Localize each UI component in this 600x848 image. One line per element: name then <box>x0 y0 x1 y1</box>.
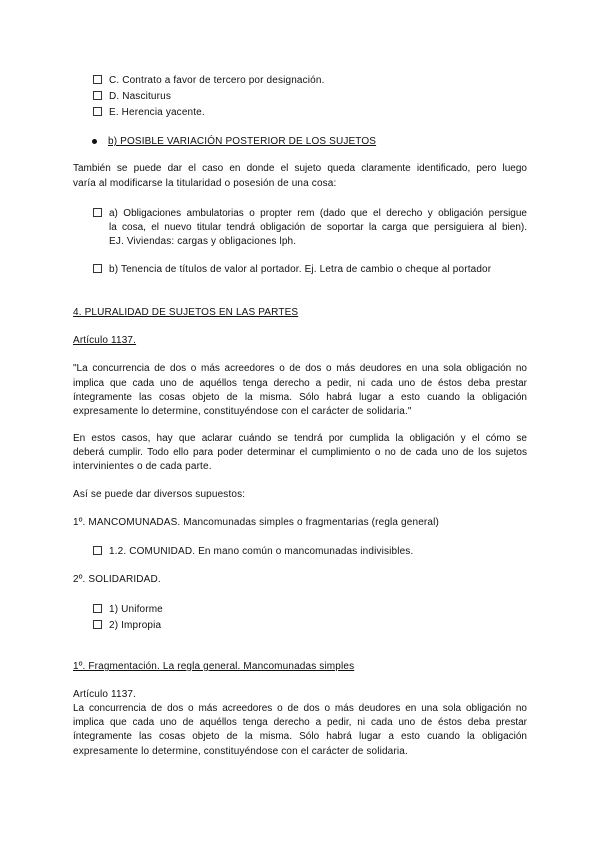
articulo2-heading: Artículo 1137. <box>73 689 137 700</box>
para-variacion-line-1: También se puede dar el caso en donde el sujeto queda claramente identificado, pero luego <box>73 163 527 174</box>
checkbox-c[interactable] <box>93 75 102 84</box>
item-a-line-3: EJ. Viviendas: cargas y obligaciones lph. <box>109 236 297 247</box>
item-a-line-1: a) Obligaciones ambulatorias o propter rem (dado que el derecho y obligación persigue <box>109 208 527 219</box>
variacion-heading: b) POSIBLE VARIACIÓN POSTERIOR DE LOS SUJETOS <box>108 136 377 147</box>
bullet-icon <box>92 139 97 144</box>
para-casos-line-3: intervinientes o de cada parte. <box>73 461 212 472</box>
fragmentacion-heading: 1º. Fragmentación. La regla general. Mancomunadas simples <box>73 661 355 672</box>
checklist-item-e: E. Herencia yacente. <box>109 107 205 118</box>
checkbox-item-a[interactable] <box>93 208 102 217</box>
final-line-4: expresamente lo determine, constituyéndose con el carácter de solidaria. <box>73 746 408 757</box>
checkbox-comunidad[interactable] <box>93 546 102 555</box>
para-casos-line-1: En estos casos, hay que aclarar cuándo se tendrá por cumplida la obligación y el cómo se <box>73 433 527 444</box>
final-line-1: La concurrencia de dos o más acreedores o de dos o más deudores en una sola obligación no <box>73 703 527 714</box>
comunidad-item: 1.2. COMUNIDAD. En mano común o mancomunadas indivisibles. <box>109 546 414 557</box>
solidaridad-heading: 2º. SOLIDARIDAD. <box>73 574 161 585</box>
checkbox-d[interactable] <box>93 91 102 100</box>
item-a-line-2: la cosa, el nuevo titular tendrá obligación de soportar la carga que persiguiera al bien). <box>109 222 527 233</box>
checklist-item-d: D. Nasciturus <box>109 91 171 102</box>
quote-line-3: íntegramente las cosas objeto de la misma. Sólo habrá lugar a esto cuando la obligación <box>73 392 527 403</box>
quote-line-4: expresamente lo determine, constituyéndose con el carácter de solidaria." <box>73 406 412 417</box>
item-b-text: b) Tenencia de títulos de valor al portador. Ej. Letra de cambio o cheque al portador <box>109 264 492 275</box>
solidaridad-item-impropia: 2) Impropia <box>109 620 162 631</box>
checklist-item-c: C. Contrato a favor de tercero por designación. <box>109 75 325 86</box>
checkbox-uniforme[interactable] <box>93 604 102 613</box>
quote-line-1: "La concurrencia de dos o más acreedores o de dos o más deudores en una sola obligación no <box>73 363 527 374</box>
mancomunadas-heading: 1º. MANCOMUNADAS. Mancomunadas simples o fragmentarias (regla general) <box>73 517 439 528</box>
supuestos-intro: Así se puede dar diversos supuestos: <box>73 489 246 500</box>
para-variacion-line-2: varía al modificarse la titularidad o posesión de una cosa: <box>73 178 337 189</box>
final-line-2: implica que cada uno de aquéllos tenga derecho a pedir, ni cada uno de éstos deba prestar <box>73 717 527 728</box>
section4-heading: 4. PLURALIDAD DE SUJETOS EN LAS PARTES <box>73 307 299 318</box>
final-line-3: íntegramente las cosas objeto de la misma. Sólo habrá lugar a esto cuando la obligación <box>73 731 527 742</box>
para-casos-line-2: deberá cumplir. Todo ello para poder determinar el cumplimiento o no de cada uno de los sujetos <box>73 447 527 458</box>
quote-line-2: implica que cada uno de aquéllos tenga derecho a pedir, ni cada uno de éstos deba prestar <box>73 378 527 389</box>
solidaridad-item-uniforme: 1) Uniforme <box>109 604 163 615</box>
checkbox-impropia[interactable] <box>93 620 102 629</box>
articulo-heading: Artículo 1137. <box>73 335 137 346</box>
checkbox-e[interactable] <box>93 107 102 116</box>
checkbox-item-b[interactable] <box>93 264 102 273</box>
